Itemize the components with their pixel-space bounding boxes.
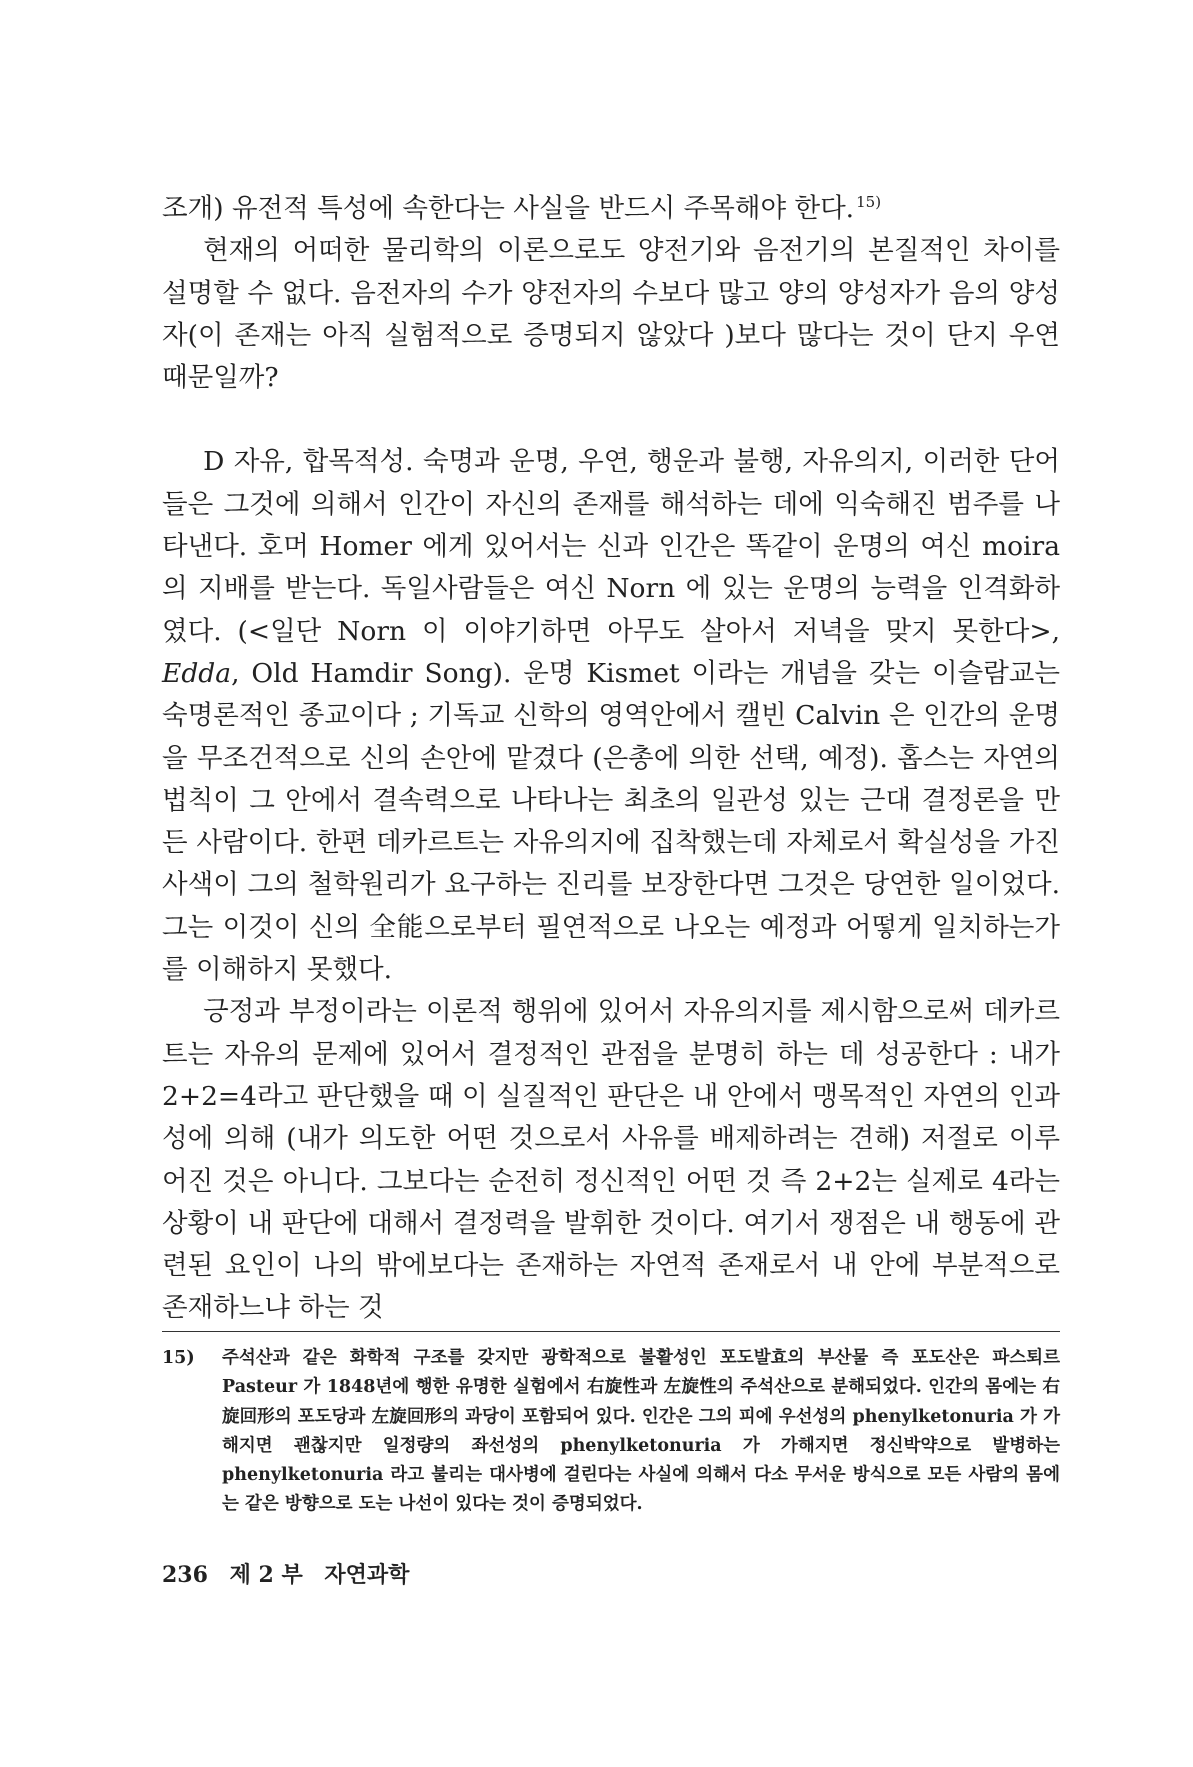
paragraph-3-text: D 자유, 합목적성. 숙명과 운명, 우연, 행운과 불행, 자유의지, 이러한 단어들은 그것에 의해서 인간이 자신의 존재를 해석하는 데에 익숙해진 범주를 나타낸다. 호머 Homer 에게 있어서는 신과 인간은 똑같이 운명의 여신 moira 의 지배를 받는다. 독일사람들은 여신 Norn 에 있는 운명의 능력을 인격화하였다. (<일단 Norn 이 이야기하면 아무도 살아서 저녁을 맞지 못한다>, <box>162 446 1060 647</box>
paragraph-1-text: 조개) 유전적 특성에 속한다는 사실을 반드시 주목해야 한다. <box>162 193 855 224</box>
edda-title: Edda <box>162 657 232 689</box>
paragraph-spacer <box>162 399 1060 441</box>
paragraph-4: 긍정과 부정이라는 이론적 행위에 있어서 자유의지를 제시함으로써 데카르트는 자유의 문제에 있어서 결정적인 관점을 분명히 하는 데 성공한다 : 내가 2+2=4라고 판단했을 때 이 실질적인 판단은 내 안에서 맹목적인 자연의 인과성에 의해 (내가 의도한 어떤 것으로서 사유를 배제하려는 견해) 저절로 이루어진 것은 아니다. 그보다는 순전히 정신적인 어떤 것 즉 2+2는 실제로 4라는 상황이 내 판단에 대해서 결정력을 발휘한 것이다. 여기서 쟁점은 내 행동에 관련된 요인이 나의 밖에보다는 존재하는 자연적 존재로서 내 안에 부분적으로 존재하느냐 하는 것 <box>162 996 1060 1324</box>
page-number: 236 <box>162 1562 208 1588</box>
paragraph-2: 현재의 어떠한 물리학의 이론으로도 양전기와 음전기의 본질적인 차이를 설명할 수 없다. 음전자의 수가 양전자의 수보다 많고 양의 양성자가 음의 양성자(이 존재는 아직 실험적으로 증명되지 않았다 )보다 많다는 것이 단지 우연 때문일까? <box>162 235 1060 394</box>
paragraph-1 <box>162 188 1060 230</box>
footnote-text: 주석산과 같은 화학적 구조를 갖지만 광학적으로 불활성인 포도발효의 부산물 즉 포도산은 파스퇴르 Pasteur 가 1848년에 행한 유명한 실험에서 右旋性과 左旋性의 주석산으로 분해되었다. 인간의 몸에는 右旋回形의 포도당과 左旋回形의 과당이 포함되어 있다. 인간은 그의 피에 우선성의 phenylketonuria 가 가해지면 괜찮지만 일정량의 좌선성의 phenylketonuria 가 가해지면 정신박약으로 발병하는 phenylketonuria 라고 불리는 대사병에 걸린다는 사실에 의해서 다소 무서운 방식으로 모든 사람의 몸에는 같은 방향으로 도는 나선이 있다는 것이 증명되었다. <box>222 1348 1060 1515</box>
footnote-number: 15) <box>162 1348 195 1368</box>
paragraph-3 <box>162 441 1060 991</box>
page-footer <box>162 1558 423 1589</box>
footnote-reference[interactable]: 15) <box>856 193 882 211</box>
footnote <box>162 1344 1060 1520</box>
body-text <box>162 188 1060 1330</box>
part-label: 제 2 부 <box>229 1562 303 1588</box>
section-label: 자연과학 <box>324 1562 410 1588</box>
paragraph-3-rest: , Old Hamdir Song). 운명 Kismet 이라는 개념을 갖는 이슬람교는 숙명론적인 종교이다 ; 기독교 신학의 영역안에서 캘빈 Calvin 은 인간의 운명을 무조건적으로 신의 손안에 맡겼다 (은총에 의한 선택, 예정). 홉스는 자연의 법칙이 그 안에서 결속력으로 나타나는 최초의 일관성 있는 근대 결정론을 만든 사람이다. 한편 데카르트는 자유의지에 집착했는데 자체로서 확실성을 가진 사색이 그의 철학원리가 요구하는 진리를 보장한다면 그것은 당연한 일이었다. 그는 이것이 신의 全能으로부터 필연적으로 나오는 예정과 어떻게 일치하는가를 이해하지 못했다. <box>162 657 1060 986</box>
footnote-divider <box>162 1331 1060 1332</box>
